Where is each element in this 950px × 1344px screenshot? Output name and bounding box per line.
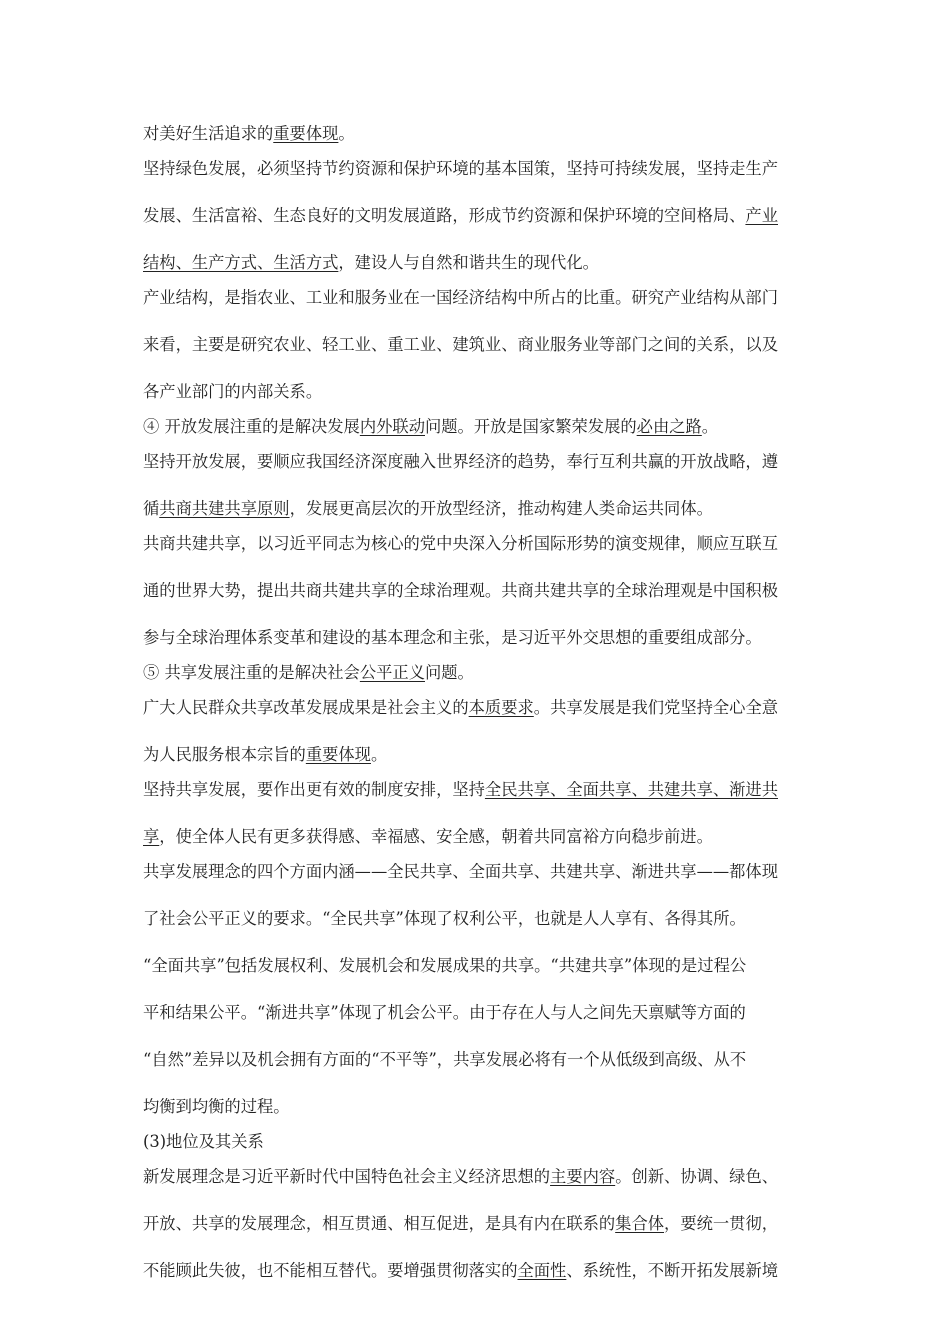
text-line xyxy=(143,780,813,799)
text-line xyxy=(143,1167,813,1186)
text-line xyxy=(143,288,813,307)
text-run: 、系统性，不断开拓发展新境 xyxy=(566,1261,779,1280)
text-run: 新发展理念是习近平新时代中国特色社会主义经济思想的 xyxy=(143,1167,551,1186)
text-run: ⑤ 共享发展注重的是解决社会 xyxy=(143,663,360,682)
underlined-key-term: 内外联动 xyxy=(359,417,425,436)
text-run: “自然”差异以及机会拥有方面的“不平等”，共享发展必将有一个从低级到高级、从不 xyxy=(143,1050,747,1069)
text-run: 来看，主要是研究农业、轻工业、重工业、建筑业、商业服务业等部门之间的关系，以及 xyxy=(143,335,778,354)
text-line xyxy=(143,534,813,553)
text-run: 产业结构，是指农业、工业和服务业在一国经济结构中所占的比重。研究产业结构从部门 xyxy=(143,288,778,307)
text-line xyxy=(143,628,813,647)
text-line xyxy=(143,909,813,928)
paragraph xyxy=(143,534,813,647)
text-line xyxy=(143,1261,813,1280)
text-line xyxy=(143,581,813,600)
paragraph xyxy=(143,1132,813,1151)
text-run: 参与全球治理体系变革和建设的基本理念和主张，是习近平外交思想的重要组成部分。 xyxy=(143,628,762,647)
paragraph xyxy=(143,780,813,846)
paragraph xyxy=(143,452,813,518)
document-body xyxy=(143,124,813,1280)
text-line xyxy=(143,159,813,178)
text-run: “全面共享”包括发展权利、发展机会和发展成果的共享。“共建共享”体现的是过程公 xyxy=(143,956,747,975)
text-run: 共享发展理念的四个方面内涵——全民共享、全面共享、共建共享、渐进共享——都体现 xyxy=(143,862,778,881)
text-run: ，建设人与自然和谐共生的现代化。 xyxy=(338,253,599,272)
text-run: 。共享发展是我们党坚持全心全意 xyxy=(533,698,779,717)
text-line xyxy=(143,452,813,471)
underlined-key-term: 结构、生产方式、生活方式 xyxy=(143,253,339,272)
underlined-key-term: 共商共建共享原则 xyxy=(159,499,290,518)
underlined-key-term: 全面性 xyxy=(517,1261,567,1280)
text-run: 平和结果公平。“渐进共享”体现了机会公平。由于存在人与人之间先天禀赋等方面的 xyxy=(143,1003,746,1022)
text-line xyxy=(143,663,813,682)
text-run: ，使全体人民有更多获得感、幸福感、安全感，朝着共同富裕方向稳步前进。 xyxy=(159,827,713,846)
text-run: ，发展更高层次的开放型经济，推动构建人类命运共同体。 xyxy=(289,499,713,518)
paragraph xyxy=(143,663,813,682)
paragraph xyxy=(143,124,813,143)
underlined-key-term: 重要体现 xyxy=(305,745,371,764)
text-run: 。 xyxy=(338,124,355,143)
underlined-key-term: 主要内容 xyxy=(550,1167,616,1186)
text-run: 循 xyxy=(143,499,160,518)
text-line xyxy=(143,1097,813,1116)
underlined-key-term: 公平正义 xyxy=(359,663,425,682)
text-run: 通的世界大势，提出共商共建共享的全球治理观。共商共建共享的全球治理观是中国积极 xyxy=(143,581,778,600)
text-run: ，要统一贯彻， xyxy=(664,1214,779,1233)
text-run: 广大人民群众共享改革发展成果是社会主义的 xyxy=(143,698,469,717)
text-line xyxy=(143,827,813,846)
underlined-key-term: 全民共享、全面共享、共建共享、渐进共 xyxy=(484,780,778,799)
text-run: 坚持开放发展，要顺应我国经济深度融入世界经济的趋势，奉行互利共赢的开放战略，遵 xyxy=(143,452,778,471)
text-line xyxy=(143,1050,813,1069)
paragraph xyxy=(143,159,813,272)
text-line xyxy=(143,698,813,717)
paragraph xyxy=(143,288,813,401)
text-line xyxy=(143,1003,813,1022)
underlined-key-term: 集合体 xyxy=(615,1214,665,1233)
paragraph xyxy=(143,862,813,1116)
text-line xyxy=(143,253,813,272)
text-run: 发展、生活富裕、生态良好的文明发展道路，形成节约资源和保护环境的空间格局、 xyxy=(143,206,746,225)
text-line xyxy=(143,499,813,518)
text-line xyxy=(143,956,813,975)
underlined-key-term: 必由之路 xyxy=(636,417,702,436)
paragraph xyxy=(143,698,813,764)
text-run: 坚持绿色发展，必须坚持节约资源和保护环境的基本国策，坚持可持续发展，坚持走生产 xyxy=(143,159,778,178)
text-run: ④ 开放发展注重的是解决发展 xyxy=(143,417,360,436)
text-run: 坚持共享发展，要作出更有效的制度安排，坚持 xyxy=(143,780,485,799)
text-line xyxy=(143,417,813,436)
text-run: 。 xyxy=(370,745,388,764)
text-line xyxy=(143,335,813,354)
underlined-key-term: 享 xyxy=(143,827,160,846)
paragraph xyxy=(143,417,813,436)
text-run: 了社会公平正义的要求。“全民共享”体现了权利公平，也就是人人享有、各得其所。 xyxy=(143,909,746,928)
text-line xyxy=(143,1214,813,1233)
underlined-key-term: 本质要求 xyxy=(468,698,534,717)
text-run: 均衡到均衡的过程。 xyxy=(143,1097,290,1116)
text-line xyxy=(143,745,813,764)
underlined-key-term: 产业 xyxy=(745,206,778,225)
text-line xyxy=(143,124,813,143)
underlined-key-term: 重要体现 xyxy=(273,124,339,143)
text-run: 开放、共享的发展理念，相互贯通、相互促进，是具有内在联系的 xyxy=(143,1214,616,1233)
text-line xyxy=(143,382,813,401)
text-run: 。 xyxy=(701,417,719,436)
text-run: 问题。 xyxy=(424,663,474,682)
text-run: 不能顾此失彼，也不能相互替代。要增强贯彻落实的 xyxy=(143,1261,518,1280)
text-line xyxy=(143,862,813,881)
text-line xyxy=(143,206,813,225)
text-run: 共商共建共享，以习近平同志为核心的党中央深入分析国际形势的演变规律，顺应互联互 xyxy=(143,534,778,553)
text-run: 问题。开放是国家繁荣发展的 xyxy=(424,417,637,436)
text-run: 各产业部门的内部关系。 xyxy=(143,382,323,401)
text-run: (3)地位及其关系 xyxy=(143,1132,264,1151)
text-run: 为人民服务根本宗旨的 xyxy=(143,745,306,764)
text-run: 。创新、协调、绿色、 xyxy=(615,1167,779,1186)
text-line xyxy=(143,1132,813,1151)
paragraph xyxy=(143,1167,813,1280)
text-run: 对美好生活追求的 xyxy=(143,124,274,143)
